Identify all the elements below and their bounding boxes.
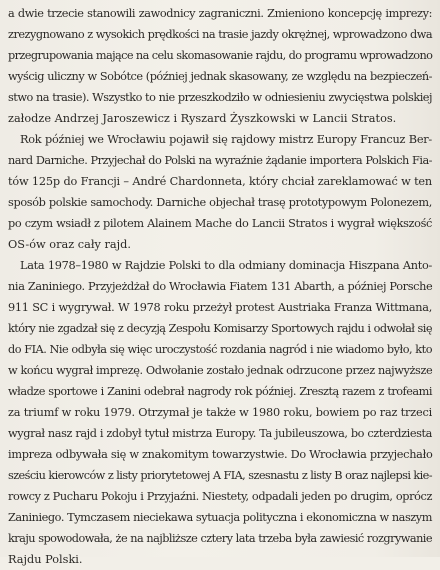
text-line: rowcy z Pucharu Pokoju i Przyjaźni. Niestety, odpadali jeden po drugim, oprócz [8,490,432,503]
text-line: impreza odbywała się w znakomitym towarzystwie. Do Wrocławia przyjechało [8,448,433,461]
text-line: 911 SC i wygrywał. W 1978 roku przeżył protest Austriaka Franza Wittmana, [8,301,432,314]
text-line: sześciu kierowców z listy priorytetowej A FIA, szesnastu z listy B oraz najlepsi kie- [8,469,432,482]
text-line: sposób polskie samochody. Darniche objechał trasę prototypowym Polonezem, [8,196,432,209]
text-line: wygrał nasz rajd i zdobył tytuł mistrza Europy. Ta jubileuszowa, bo czterdziesta [8,427,432,440]
text-line: wyścig uliczny w Sobótce (później jednak skasowany, ze względu na bezpieczeń- [8,70,432,83]
text-line: który nie zgadzał się z decyzją Zespołu Komisarzy Sportowych rajdu i odwołał się [8,322,432,335]
text-line: Zaniniego. Tymczasem nieciekawa sytuacja polityczna i ekonomiczna w naszym [8,511,432,524]
text-line: nia Zaniniego. Przyjeżdżał do Wrocławia Fiatem 131 Abarth, a później Porsche [8,280,433,293]
paragraph-first-line: Rok później we Wrocławiu pojawił się rajdowy mistrz Europy Francuz Ber- [20,133,432,146]
text-line: tów 125p do Francji – André Chardonneta, który chciał zareklamować w ten [8,175,432,188]
text-line: OS-ów oraz cały rajd. [8,238,131,251]
text-line: załodze Andrzej Jaroszewicz i Ryszard Żyszkowski w Lancii Stratos. [8,112,397,125]
text-line: zrezygnowano z wysokich prędkości na trasie jazdy okrężnej, wprowadzono dwa [8,28,433,41]
text-line: kraju spowodowała, że na najbliższe cztery lata trzeba była zawiesić rozgrywanie [8,532,432,545]
text-line: za triumf w roku 1979. Otrzymał je także w 1980 roku, bowiem po raz trzeci [8,406,432,419]
text-line: a dwie trzecie stanowili zawodnicy zagraniczni. Zmieniono koncepcję imprezy: [8,7,432,20]
text-line: po czym wsiadł z pilotem Alainem Mache do Lancii Stratos i wygrał większość [8,217,432,230]
text-line: do FIA. Nie odbyła się więc uroczystość rozdania nagród i nie wiadomo było, kto [8,343,432,356]
text-line: w końcu wygrał imprezę. Odwołanie zostało jednak odrzucone przez najwyższe [8,364,433,377]
text-line: stwo na trasie). Wszystko to nie przeszkodziło w odniesieniu zwycięstwa polskiej [8,91,432,104]
body-text [8,3,432,570]
text-line: nard Darniche. Przyjechał do Polski na wyraźnie żądanie importera Polskich Fia- [8,154,432,167]
text-line: władze sportowe i Zanini odebrał nagrody rok później. Zresztą razem z trofeami [8,385,432,398]
text-line: Rajdu Polski. [8,553,83,566]
paragraph-first-line: Lata 1978–1980 w Rajdzie Polski to dla odmiany dominacja Hiszpana Anto- [20,259,432,272]
text-line: przegrupowania mające na celu skomasowanie rajdu, do programu wprowadzono [8,49,433,62]
